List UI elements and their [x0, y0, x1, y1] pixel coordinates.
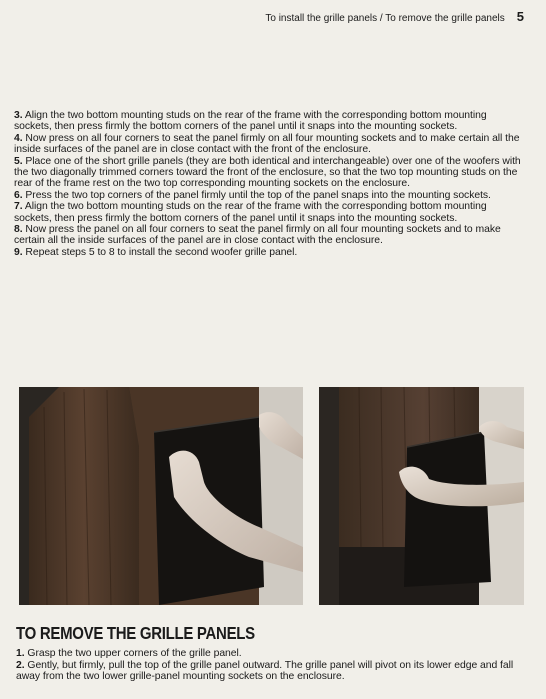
step-text: Align the two bottom mounting studs on the rear of the frame with the corresponding bottom mounting sockets, then press firmly the bottom corners of the panel until it snaps into the mounting sockets. [14, 201, 487, 224]
step-text: Now press the panel on all four corners to seat the panel firmly on all four mounting sockets and to make certain all the inside surfaces of the panel are in close contact with the enclosure. [14, 224, 501, 247]
step-text: Repeat steps 5 to 8 to install the second woofer grille panel. [22, 246, 298, 258]
step-text: Grasp the two upper corners of the grille panel. [24, 648, 242, 659]
step-number: 3. [14, 110, 23, 121]
page-number: 5 [516, 9, 524, 24]
remove-step [16, 660, 528, 683]
photo-remove-grille [319, 387, 524, 605]
install-step [14, 110, 522, 133]
step-number: 2. [16, 659, 25, 671]
install-step [14, 156, 522, 190]
install-step [14, 224, 522, 247]
install-step [14, 133, 522, 156]
step-number: 6. [14, 189, 23, 201]
section-title: TO REMOVE THE GRILLE PANELS [16, 624, 255, 644]
step-number: 8. [14, 224, 23, 236]
step-number: 7. [14, 201, 23, 213]
step-text: Press the two top corners of the panel firmly until the top of the panel snaps into the mounting sockets. [22, 189, 491, 201]
install-step [14, 247, 522, 258]
remove-steps [16, 648, 528, 683]
install-step [14, 190, 522, 201]
step-text: Now press on all four corners to seat the panel firmly on all four mounting sockets and to make certain all the inside surfaces of the panel are in close contact with the front of the enclosure. [14, 132, 520, 156]
remove-step [16, 648, 528, 660]
install-steps [14, 110, 522, 258]
step-text: Gently, but firmly, pull the top of the grille panel outward. The grille panel will pivot on its lower edge and fall away from the two lower grille-panel mounting sockets on the enclosure. [16, 659, 514, 683]
page-header [265, 9, 524, 24]
running-title: To install the grille panels / To remove the grille panels [265, 13, 505, 24]
step-text: Place one of the short grille panels (they are both identical and interchangeable) over one of the woofers with the two diagonally trimmed corners toward the front of the enclosure, so that the two top mounting studs on the rear of the frame rest on the two top corresponding mounting sockets on the enclosure. [14, 155, 521, 190]
step-number: 5. [14, 155, 23, 167]
step-number: 4. [14, 132, 23, 144]
install-step [14, 201, 522, 224]
step-number: 9. [14, 246, 23, 258]
step-text: Align the two bottom mounting studs on the rear of the frame with the corresponding bottom mounting sockets, then press firmly the bottom corners of the panel until it snaps into the mounting sockets. [14, 110, 487, 133]
step-number: 1. [16, 648, 25, 659]
photo-install-grille [19, 387, 303, 605]
